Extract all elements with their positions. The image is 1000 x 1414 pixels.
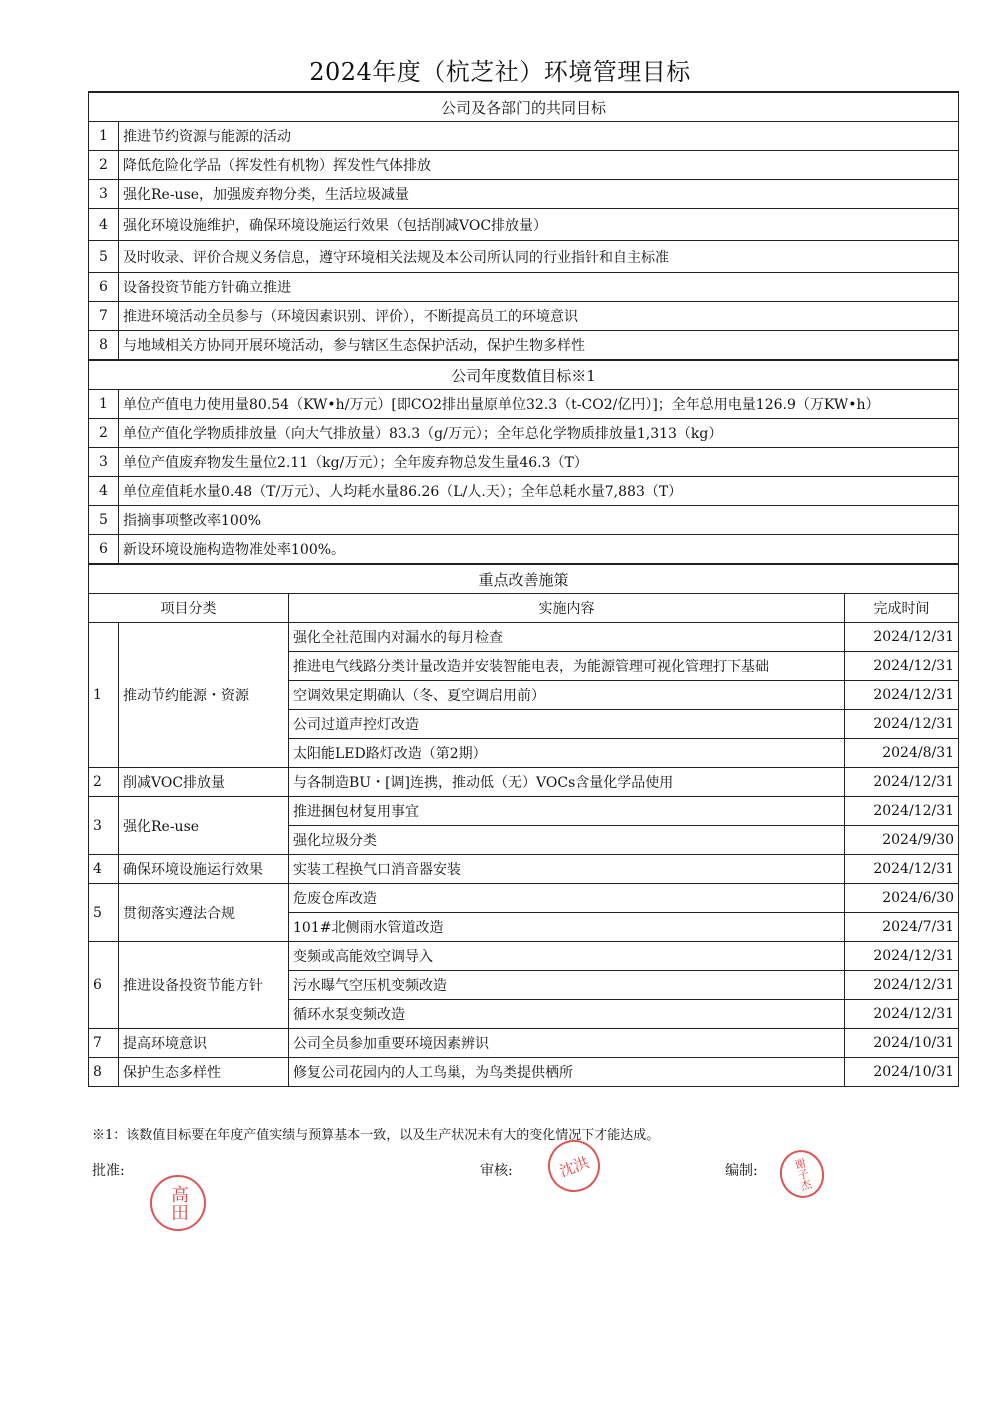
goal-text: 设备投资节能方针确立推进: [119, 273, 959, 302]
measure-content: 推进电气线路分类计量改造并安装智能电表，为能源管理可视化管理打下基础: [289, 652, 845, 681]
measure-content: 危废仓库改造: [289, 884, 845, 913]
common-goals-heading: 公司及各部门的共同目标: [89, 92, 959, 122]
target-number: 1: [89, 390, 119, 419]
common-goal-row: [89, 331, 959, 361]
measure-due-date: 2024/12/31: [845, 710, 959, 739]
measure-group-number: 5: [89, 884, 119, 942]
goal-text: 降低危险化学品（挥发性有机物）挥发性气体排放: [119, 151, 959, 180]
goal-text: 强化Re-use，加强废弃物分类，生活垃圾减量: [119, 180, 959, 209]
numeric-target-row: [89, 477, 959, 506]
measure-category: 贯彻落实遵法合规: [119, 884, 289, 942]
target-text: 新设环境设施构造物准处率100%。: [119, 535, 959, 565]
measure-category: 推动节约能源・资源: [119, 623, 289, 768]
measure-group-number: 6: [89, 942, 119, 1029]
measure-row: [89, 1029, 959, 1058]
measure-group-number: 8: [89, 1058, 119, 1087]
common-goal-row: [89, 151, 959, 180]
measure-due-date: 2024/12/31: [845, 942, 959, 971]
goal-number: 6: [89, 273, 119, 302]
measure-category: 推进设备投资节能方针: [119, 942, 289, 1029]
measure-content: 空调效果定期确认（冬、夏空调启用前）: [289, 681, 845, 710]
measure-row: [89, 1058, 959, 1087]
measure-due-date: 2024/12/31: [845, 652, 959, 681]
measure-content: 强化全社范围内对漏水的每月检查: [289, 623, 845, 652]
common-goal-row: [89, 122, 959, 151]
numeric-target-row: [89, 506, 959, 535]
measure-group-number: 7: [89, 1029, 119, 1058]
numeric-targets-heading: 公司年度数值目标※1: [89, 360, 959, 390]
numeric-target-row: [89, 535, 959, 565]
measure-row: [89, 884, 959, 913]
measure-content: 修复公司花园内的人工鸟巢，为鸟类提供栖所: [289, 1058, 845, 1087]
measure-content: 污水曝气空压机变频改造: [289, 971, 845, 1000]
measure-content: 公司过道声控灯改造: [289, 710, 845, 739]
measure-due-date: 2024/12/31: [845, 768, 959, 797]
goal-number: 1: [89, 122, 119, 151]
target-number: 3: [89, 448, 119, 477]
approval-seal-text: 高田: [168, 1185, 189, 1221]
measure-due-date: 2024/8/31: [845, 739, 959, 768]
approval-seal: [150, 1175, 206, 1231]
measure-category: 削减VOC排放量: [119, 768, 289, 797]
goal-number: 8: [89, 331, 119, 361]
goal-text: 与地域相关方协同开展环境活动，参与辖区生态保护活动，保护生物多样性: [119, 331, 959, 361]
measure-content: 循环水泵变频改造: [289, 1000, 845, 1029]
target-text: 单位产值电力使用量80.54（KW•h/万元）[即CO2排出量原单位32.3（t-CO2/亿円）]；全年总用电量126.9（万KW•h）: [119, 390, 959, 419]
measures-heading: 重点改善施策: [89, 564, 959, 594]
common-goal-row: [89, 273, 959, 302]
measures-column-header-row: [89, 594, 959, 623]
measure-content: 公司全员参加重要环境因素辨识: [289, 1029, 845, 1058]
numeric-target-row: [89, 390, 959, 419]
measure-row: [89, 855, 959, 884]
measure-content: 强化垃圾分类: [289, 826, 845, 855]
common-goal-row: [89, 180, 959, 209]
measure-content: 推进捆包材复用事宜: [289, 797, 845, 826]
measure-content: 太阳能LED路灯改造（第2期）: [289, 739, 845, 768]
measure-due-date: 2024/12/31: [845, 623, 959, 652]
measure-row: [89, 623, 959, 652]
target-number: 5: [89, 506, 119, 535]
goal-text: 及时收录、评价合规义务信息，遵守环境相关法规及本公司所认同的行业指针和自主标准: [119, 241, 959, 273]
target-text: 单位产值化学物质排放量（向大气排放量）83.3（g/万元）；全年总化学物质排放量1,313（kg）: [119, 419, 959, 448]
measure-due-date: 2024/12/31: [845, 797, 959, 826]
measure-due-date: 2024/12/31: [845, 681, 959, 710]
measure-due-date: 2024/10/31: [845, 1029, 959, 1058]
goal-number: 7: [89, 302, 119, 331]
environment-targets-table: [88, 91, 959, 1087]
approve-label: 批准:: [92, 1163, 125, 1179]
goal-number: 2: [89, 151, 119, 180]
measure-due-date: 2024/12/31: [845, 855, 959, 884]
review-seal-text: 沈洪: [556, 1152, 592, 1181]
document-title: 2024年度（杭芝社）环境管理目标: [309, 58, 691, 86]
measure-row: [89, 942, 959, 971]
measure-content: 变频或高能效空调导入: [289, 942, 845, 971]
goal-number: 3: [89, 180, 119, 209]
footnote: ※1：该数值目标要在年度产值实绩与预算基本一致，以及生产状况未有大的变化情况下才能达成。: [92, 1128, 660, 1143]
section-header-row: [89, 360, 959, 390]
goal-text: 推进环境活动全员参与（环境因素识别、评价），不断提高员工的环境意识: [119, 302, 959, 331]
prepare-seal-text: 谢子杰: [791, 1156, 814, 1192]
measure-content: 101#北侧雨水管道改造: [289, 913, 845, 942]
target-number: 4: [89, 477, 119, 506]
common-goal-row: [89, 241, 959, 273]
target-text: 单位産值耗水量0.48（T/万元）、人均耗水量86.26（L/人.天）；全年总耗水量7,883（T）: [119, 477, 959, 506]
measure-due-date: 2024/10/31: [845, 1058, 959, 1087]
prepare-label: 编制:: [725, 1163, 758, 1179]
common-goal-row: [89, 302, 959, 331]
col-date-header: 完成时间: [845, 594, 959, 623]
target-number: 2: [89, 419, 119, 448]
section-header-row: [89, 92, 959, 122]
target-text: 单位产值废弃物发生量位2.11（kg/万元）；全年废弃物总发生量46.3（T）: [119, 448, 959, 477]
goal-number: 4: [89, 209, 119, 241]
measure-due-date: 2024/9/30: [845, 826, 959, 855]
measure-group-number: 4: [89, 855, 119, 884]
measure-group-number: 3: [89, 797, 119, 855]
goal-text: 强化环境设施维护，确保环境设施运行效果（包括削减VOC排放量）: [119, 209, 959, 241]
measure-category: 确保环境设施运行效果: [119, 855, 289, 884]
goal-number: 5: [89, 241, 119, 273]
measure-row: [89, 768, 959, 797]
measure-due-date: 2024/12/31: [845, 1000, 959, 1029]
measure-due-date: 2024/7/31: [845, 913, 959, 942]
col-category-header: 项目分类: [89, 594, 289, 623]
measure-due-date: 2024/6/30: [845, 884, 959, 913]
target-number: 6: [89, 535, 119, 565]
section-header-row: [89, 564, 959, 594]
measure-content: 实装工程换气口消音器安装: [289, 855, 845, 884]
numeric-target-row: [89, 448, 959, 477]
measure-category: 保护生态多样性: [119, 1058, 289, 1087]
col-content-header: 实施内容: [289, 594, 845, 623]
measure-content: 与各制造BU・[调]连携，推动低（无）VOCs含量化学品使用: [289, 768, 845, 797]
goal-text: 推进节约资源与能源的活动: [119, 122, 959, 151]
measure-category: 提高环境意识: [119, 1029, 289, 1058]
measure-due-date: 2024/12/31: [845, 971, 959, 1000]
measure-row: [89, 797, 959, 826]
review-label: 审核:: [480, 1163, 513, 1179]
measure-group-number: 2: [89, 768, 119, 797]
measure-category: 强化Re-use: [119, 797, 289, 855]
numeric-target-row: [89, 419, 959, 448]
target-text: 指摘事项整改率100%: [119, 506, 959, 535]
prepare-seal: [775, 1145, 830, 1203]
measure-group-number: 1: [89, 623, 119, 768]
common-goal-row: [89, 209, 959, 241]
